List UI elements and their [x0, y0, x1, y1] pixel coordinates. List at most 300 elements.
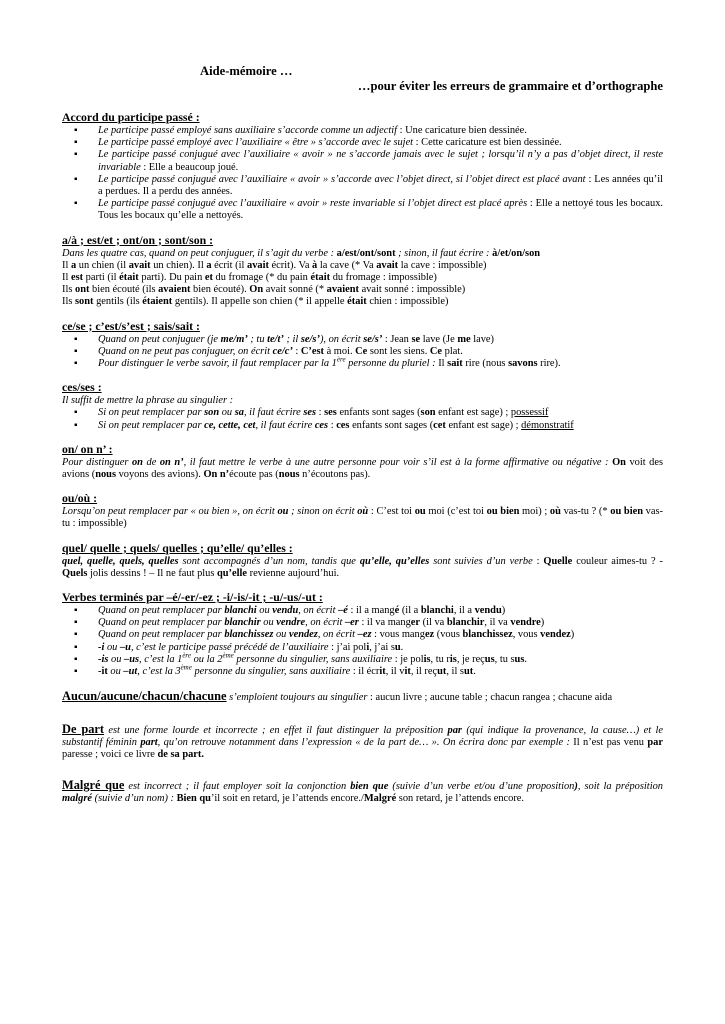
text-run: ou la 2: [191, 653, 223, 665]
text-run: me: [457, 333, 471, 345]
rule-text: [227, 692, 613, 703]
text-run: , il reç: [410, 666, 438, 678]
text-run: :: [328, 419, 337, 431]
text-run: : il va mang: [358, 617, 411, 629]
text-run: ème: [180, 663, 192, 672]
text-run: : Une caricature bien dessinée.: [397, 125, 527, 136]
inline-rule: [62, 690, 663, 704]
text-run: blanchir: [224, 617, 261, 629]
rule-line: [62, 296, 663, 308]
text-run: enfants sont sages (: [336, 407, 421, 419]
text-run: on: [131, 456, 143, 468]
text-run: sont les siens.: [367, 345, 430, 357]
text-run: : vous mang: [371, 629, 425, 641]
text-run: vendre: [276, 617, 306, 629]
text-run: avaient: [326, 284, 359, 296]
text-run: Il: [62, 272, 71, 284]
text-run: ut: [463, 666, 474, 678]
rule-item: [98, 605, 663, 617]
section-on-n: [62, 442, 663, 481]
text-run: est incorrect ; il faut employer soit la conjonction: [128, 781, 351, 793]
text-run: , c’est la 3: [137, 666, 181, 678]
text-run: chien : impossible): [366, 296, 449, 308]
text-run: écrit). Va: [268, 259, 313, 271]
text-run: Ce: [429, 345, 443, 357]
text-run: rire (nous: [462, 358, 509, 370]
text-run: : Les années qu’il a perdues. Il a perdu des années.: [98, 173, 663, 198]
text-run: vendu: [272, 605, 299, 617]
text-run: parti). Du pain: [138, 272, 205, 284]
text-run: écrit (il: [211, 259, 248, 271]
text-run: Pour distinguer: [62, 456, 132, 468]
text-run: .: [473, 666, 476, 678]
rule-lines: [62, 248, 663, 309]
rule-item: [98, 617, 663, 629]
text-run: (suivie d’un verbe et/ou d’une proposition: [388, 781, 575, 793]
text-run: ou: [260, 617, 277, 629]
text-run: gentils). Il appelle son chien (* il appelle: [172, 296, 348, 308]
doc-title: Aide-mémoire …: [200, 64, 293, 78]
text-run: bien écouté).: [190, 284, 250, 296]
text-run: ), on écrit: [319, 333, 364, 345]
text-run: était: [310, 272, 331, 284]
text-run: nous: [95, 469, 116, 481]
text-run: se: [411, 333, 421, 345]
text-run: –ez: [357, 629, 372, 641]
section-de-part: [62, 723, 663, 762]
text-run: son retard, je l’attends encore.: [396, 793, 524, 805]
text-run: , il v: [385, 666, 405, 678]
section-ces-ses: [62, 380, 663, 432]
text-run: lave): [470, 333, 494, 345]
text-run: paresse ; voici ce livre: [62, 748, 158, 760]
text-run: (il a: [399, 605, 421, 617]
rule-item: [98, 198, 663, 222]
text-run: personne du singulier, sans auxiliaire: [191, 666, 351, 678]
text-run: à/et/on/son: [492, 247, 541, 259]
text-run: , qu’on retrouve notamment dans l’expression « de la part de… ». On écrira donc par exemple :: [157, 736, 570, 748]
text-run: blanchir: [446, 617, 485, 629]
text-run: nous: [278, 469, 300, 481]
text-run: (qui indique la provenance, la cause…) et le substantif féminin: [62, 724, 663, 748]
text-run: moi) ;: [519, 506, 550, 518]
text-run: ; sinon, il faut écrire :: [395, 247, 493, 259]
rule-list: [62, 334, 663, 371]
inline-rule: [62, 723, 663, 762]
text-run: , vous: [512, 629, 541, 641]
text-run: blanchissez: [224, 629, 274, 641]
rule-line: [62, 556, 663, 580]
text-run: sa: [234, 407, 244, 419]
text-run: Quand on peut conjuguer (je: [98, 333, 221, 345]
rule-text: [62, 725, 663, 760]
text-run: u: [394, 641, 401, 653]
text-run: possessif: [510, 407, 549, 419]
text-run: du fromage (* du pain: [212, 272, 311, 284]
text-run: son: [420, 407, 436, 419]
text-run: de: [142, 456, 160, 468]
text-run: par: [447, 724, 462, 736]
text-run: voyons des avions).: [115, 469, 204, 481]
text-run: : Jean: [382, 333, 412, 345]
text-run: ou: [107, 666, 124, 678]
text-run: Quand on peut remplacer par: [98, 629, 225, 641]
text-run: ut: [437, 666, 447, 678]
text-run: vendre: [510, 617, 541, 629]
text-run: a: [70, 259, 77, 271]
text-run: , tu r: [430, 653, 450, 665]
text-run: ; sinon on écrit: [288, 506, 358, 518]
text-run: Malgré: [363, 793, 397, 805]
text-run: s’emploient toujours au singulier: [229, 692, 368, 704]
section-heading: ou/où :: [62, 491, 98, 506]
text-run: :: [316, 407, 325, 419]
text-run: malgré: [62, 793, 93, 805]
text-run: avait: [128, 259, 151, 271]
text-run: rire).: [537, 358, 561, 370]
text-run: (vous: [434, 629, 463, 641]
text-run: ces: [314, 419, 329, 431]
text-run: enfant est sage) ;: [435, 407, 511, 419]
text-run: te/t’: [267, 333, 284, 345]
text-run: , soit la préposition: [577, 781, 663, 793]
doc-subtitle: …pour éviter les erreurs de grammaire et d’orthographe: [357, 79, 663, 93]
inline-rule: [62, 779, 663, 805]
text-run: la cave : impossible): [398, 259, 487, 271]
text-run: Pour distinguer le verbe savoir, il faut remplacer par la 1: [98, 358, 337, 370]
text-run: est: [70, 272, 84, 284]
text-run: -is: [98, 653, 109, 665]
text-run: , il a: [453, 605, 475, 617]
section-malgre: [62, 779, 663, 805]
text-run: , je reç: [456, 653, 485, 665]
rule-list: [62, 605, 663, 678]
text-run: : Elle a nettoyé tous les bocaux. Tous les bocaux qu’elle a nettoyés.: [98, 198, 663, 222]
text-run: couleur aimes-tu ? -: [572, 555, 663, 567]
text-run: ou: [277, 506, 289, 518]
text-run: n’écoutons pas).: [299, 469, 371, 481]
text-run: :: [292, 345, 301, 357]
text-run: enfant est sage) ;: [445, 419, 522, 431]
rule-item: [98, 137, 663, 149]
text-run: où: [549, 506, 561, 518]
text-run: ): [501, 605, 506, 617]
text-run: a: [206, 259, 212, 271]
section-heading: a/à ; est/et ; ont/on ; sont/son :: [62, 232, 214, 247]
text-run: a/est/ont/sont: [336, 247, 396, 259]
rule-list: [62, 407, 663, 431]
text-run: se/s’: [363, 333, 383, 345]
text-run: ont: [75, 284, 90, 296]
rule-line: [62, 506, 663, 530]
text-run: parti (il: [83, 272, 120, 284]
text-run: blanchi: [420, 605, 454, 617]
section-heading: ce/se ; c’est/s’est ; sais/sait :: [62, 318, 200, 333]
rule-item: [98, 125, 663, 137]
rule-item: [98, 663, 663, 678]
rule-item: [98, 629, 663, 641]
text-run: : Cette caricature est bien dessinée.: [413, 137, 562, 149]
text-run: ces: [336, 419, 350, 431]
text-run: avait: [376, 259, 399, 271]
text-run: : il écr: [350, 666, 380, 678]
text-run: er: [410, 617, 421, 629]
text-run: Le participe passé conjugué avec l’auxiliaire « avoir » reste invariable si l’objet direct est placé après: [98, 198, 528, 210]
rule-list: [62, 125, 663, 223]
text-run: me/m’: [220, 333, 248, 345]
text-run: : C’est toi: [368, 506, 415, 518]
text-run: vas-tu : impossible): [62, 506, 663, 530]
text-run: bien écouté (ils: [89, 284, 159, 296]
text-run: , tu s: [494, 653, 515, 665]
text-run: se/s’: [300, 333, 320, 345]
text-run: it: [379, 666, 386, 678]
text-run: ou: [256, 605, 273, 617]
text-run: vendez: [288, 629, 318, 641]
section-heading: on/ on n’ :: [62, 441, 113, 456]
text-run: à moi.: [323, 345, 356, 357]
text-run: Le participe passé employé avec l’auxiliaire « être » s’accorde avec le sujet: [98, 137, 414, 149]
text-run: On n’: [203, 469, 230, 481]
text-run: son: [204, 407, 220, 419]
text-run: ce, cette, cet: [204, 419, 256, 431]
rule-lines: [62, 457, 663, 481]
text-run: ou bien: [486, 506, 520, 518]
text-run: du fromage : impossible): [330, 272, 437, 284]
text-run: ou: [414, 506, 426, 518]
text-run: à: [312, 259, 318, 271]
text-run: .: [524, 653, 527, 665]
text-run: démonstratif: [521, 419, 574, 431]
text-run: sont: [75, 296, 94, 308]
section-heading: Verbes terminés par –é/-er/-ez ; -i/-is/-it ; -u/-us/-ut :: [62, 590, 323, 605]
section-heading: ces/ses :: [62, 380, 102, 395]
text-run: ): [570, 629, 575, 641]
rule-line: [62, 284, 663, 296]
text-run: , j’ai s: [369, 641, 395, 653]
text-run: vendu: [474, 605, 502, 617]
section-heading: Aucun/aucune/chacun/chacune: [62, 689, 227, 704]
text-run: Si on peut remplacer par: [98, 407, 205, 419]
text-run: Lorsqu’on peut remplacer par « ou bien », on écrit: [62, 506, 278, 518]
text-run: Quand on ne peut pas conjuguer, on écrit: [98, 345, 273, 357]
text-run: sont suivies d’un verbe: [429, 555, 533, 567]
text-run: était: [119, 272, 139, 284]
text-run: personne du pluriel :: [345, 358, 439, 370]
text-run: :: [532, 555, 544, 567]
text-run: où: [357, 506, 369, 518]
text-run: par: [647, 736, 663, 748]
section-heading: Accord du participe passé :: [62, 110, 200, 124]
text-run: bien que: [350, 781, 389, 793]
text-run: lave (Je: [420, 333, 458, 345]
text-run: qu’elle, qu’elles: [359, 555, 430, 567]
text-run: : j’ai pol: [328, 641, 367, 653]
text-run: ère: [336, 355, 346, 364]
text-run: is: [423, 653, 431, 665]
text-run: ce/c’: [272, 345, 293, 357]
text-run: Ils: [62, 296, 75, 308]
text-run: Si on peut remplacer par: [98, 419, 205, 431]
rule-text: [62, 781, 663, 804]
text-run: is: [449, 653, 457, 665]
text-run: Il: [438, 358, 448, 370]
text-run: ou bien: [610, 506, 643, 518]
text-run: ; tu: [247, 333, 268, 345]
section-ce-se: [62, 319, 663, 371]
text-run: ): [540, 617, 545, 629]
text-run: -it: [98, 666, 108, 678]
text-run: écoute pas (: [229, 469, 279, 481]
text-run: voit des avions (: [62, 456, 664, 481]
text-run: de sa part.: [157, 748, 204, 760]
text-run: revienne aujourd’hui.: [247, 567, 340, 579]
text-run: , on écrit: [317, 629, 358, 641]
text-run: Il n’est pas venu: [569, 736, 648, 748]
text-run: On: [249, 284, 264, 296]
text-run: –us: [124, 653, 140, 665]
text-run: la cave (* Va: [317, 259, 377, 271]
text-run: , il faut mettre le verbe à une autre personne pour voir s’il est à la forme affirmative ou négative :: [183, 456, 609, 468]
text-run: ; il: [283, 333, 301, 345]
text-run: cet: [433, 419, 446, 431]
text-run: é: [394, 605, 400, 617]
text-run: ’il soit en retard, je l’attends encore./: [210, 793, 364, 805]
text-run: (suivie d’un nom) :: [92, 793, 174, 805]
section-heading: quel/ quelle ; quels/ quelles ; qu’elle/ qu’elles :: [62, 540, 293, 555]
text-run: : il a mang: [347, 605, 395, 617]
text-run: ou: [219, 407, 235, 419]
text-run: (il va: [420, 617, 447, 629]
rule-item: [98, 149, 663, 173]
text-run: –ut: [123, 666, 138, 678]
rule-line: [62, 260, 663, 272]
text-run: ez: [424, 629, 435, 641]
text-run: it: [404, 666, 411, 678]
text-run: Il: [62, 259, 71, 271]
text-run: gentils (ils: [93, 296, 143, 308]
text-run: avait sonné (*: [263, 284, 327, 296]
text-run: , il s: [446, 666, 464, 678]
text-run: et: [204, 272, 213, 284]
text-run: étaient: [142, 296, 173, 308]
text-run: vas-tu ? (*: [560, 506, 611, 518]
section-ou: [62, 491, 663, 530]
rule-item: [98, 174, 663, 198]
text-run: Le participe passé conjugué avec l’auxiliaire « avoir » ne s’accorde jamais avec le sujet ; lorsqu’il n’y a pas d’objet direct, il reste invariable: [98, 149, 663, 173]
text-run: avaient: [158, 284, 191, 296]
text-run: sont accompagnés d’un nom, tandis que: [178, 555, 360, 567]
text-run: avait: [247, 259, 269, 271]
section-participe: [62, 110, 663, 223]
text-run: avait sonné : impossible): [358, 284, 466, 296]
document-page: [62, 64, 663, 816]
rule-lines: [62, 506, 663, 530]
rule-item: [98, 346, 663, 358]
section-a-est-ont-sont: [62, 233, 663, 309]
text-run: –er: [344, 617, 359, 629]
text-run: : Elle a beaucoup joué.: [140, 161, 239, 173]
text-run: jolis dessins ! – Il ne faut plus: [87, 567, 217, 579]
text-run: , il faut écrire: [243, 407, 304, 419]
text-run: -i: [98, 641, 105, 653]
text-run: : je pol: [392, 653, 424, 665]
text-run: était: [347, 296, 367, 308]
text-run: est une forme lourde et incorrecte ; en effet il faut distinguer la préposition: [108, 724, 448, 736]
rule-item: [98, 407, 663, 419]
section-verbes: [62, 590, 663, 678]
text-run: qu’elle: [217, 567, 248, 579]
text-run: ou: [108, 653, 124, 665]
text-run: moi (c’est toi: [425, 506, 487, 518]
text-run: On: [612, 456, 626, 468]
text-run: us: [484, 653, 495, 665]
text-run: .: [400, 641, 404, 653]
text-run: ème: [222, 651, 234, 660]
text-run: Ce: [355, 345, 368, 357]
text-run: on n’: [159, 456, 184, 468]
text-run: plat.: [442, 345, 463, 357]
text-run: ses: [324, 407, 337, 419]
rule-line: [62, 248, 663, 260]
text-run: : aucun livre ; aucune table ; chacun rangea ; chacune aida: [367, 692, 613, 704]
text-run: vendez: [540, 629, 571, 641]
text-run: quel, quelle, quels, quelles: [62, 555, 179, 567]
rule-lines: [62, 556, 663, 580]
text-run: , on écrit: [298, 605, 339, 617]
text-run: Quand on peut remplacer par: [98, 617, 225, 629]
text-run: , il va: [484, 617, 511, 629]
text-run: personne du singulier, sans auxiliaire: [233, 653, 393, 665]
text-run: blanchi: [224, 605, 257, 617]
text-run: Le participe passé conjugué avec l’auxiliaire « avoir » s’accorde avec l’objet direct, si l’objet direct est placé avant: [98, 173, 586, 185]
text-run: –é: [338, 605, 348, 617]
text-run: un chien (il: [76, 259, 129, 271]
text-run: Bien qu: [176, 793, 211, 805]
rule-line: [62, 272, 663, 284]
section-intro: Il suffit de mettre la phrase au singulier :: [62, 395, 234, 407]
text-run: blanchissez: [462, 629, 513, 641]
text-run: , on écrit: [305, 617, 345, 629]
section-heading: De part: [62, 721, 105, 736]
text-run: C’est: [300, 345, 324, 357]
text-run: Quelle: [543, 555, 573, 567]
text-run: Ils: [62, 284, 75, 296]
text-run: savons: [508, 358, 538, 370]
rule-line: [62, 457, 663, 481]
text-run: sait: [447, 358, 463, 370]
text-run: , c’est la 1: [139, 653, 183, 665]
text-run: , c’est le participe passé précédé de l’auxiliaire: [130, 641, 329, 653]
text-run: –u: [119, 641, 131, 653]
text-run: ou: [273, 629, 289, 641]
text-run: enfants sont sages (: [349, 419, 434, 431]
rule-item: [98, 334, 663, 346]
text-run: Dans les quatre cas, quand on peut conjuguer, il s’agit du verbe :: [62, 247, 337, 259]
text-run: Quels: [62, 567, 88, 579]
rule-item: [98, 420, 663, 432]
text-run: Le participe passé employé sans auxiliaire s’accorde comme un adjectif: [98, 125, 398, 136]
section-quel: [62, 541, 663, 580]
text-run: ses: [303, 407, 317, 419]
text-run: part: [140, 736, 158, 748]
section-aucun: [62, 690, 663, 704]
text-run: i: [366, 641, 370, 653]
text-run: ou: [104, 641, 120, 653]
text-run: Quand on peut remplacer par: [98, 605, 225, 617]
text-run: us: [514, 653, 525, 665]
text-run: ): [574, 781, 578, 793]
